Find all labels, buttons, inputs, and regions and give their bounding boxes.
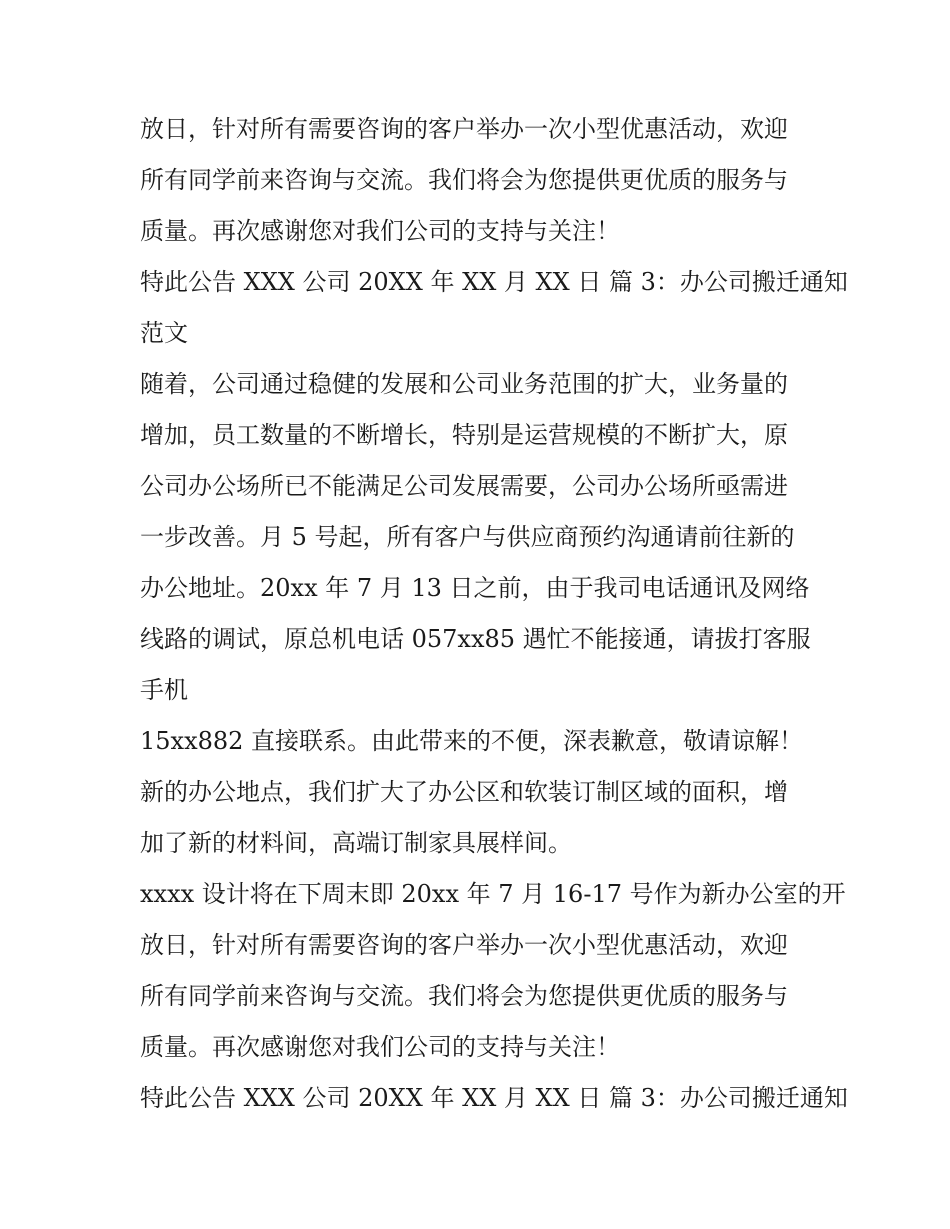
- text-line: 质量。再次感谢您对我们公司的支持与关注！: [140, 217, 620, 245]
- text-line: 特此公告 XXX 公司 20XX 年 XX 月 XX 日 篇 3：办公司搬迁通知: [140, 1084, 848, 1112]
- text-line: 放日，针对所有需要咨询的客户举办一次小型优惠活动，欢迎: [140, 115, 788, 143]
- text-line: 增加，员工数量的不断增长，特别是运营规模的不断扩大，原: [140, 421, 788, 449]
- text-line: 15xx882 直接联系。由此带来的不便，深表歉意，敬请谅解！: [140, 727, 804, 755]
- text-line: 范文: [140, 319, 188, 347]
- text-line: 手机: [140, 676, 188, 704]
- text-line: 公司办公场所已不能满足公司发展需要，公司办公场所亟需进: [140, 472, 788, 500]
- text-line: 放日，针对所有需要咨询的客户举办一次小型优惠活动，欢迎: [140, 931, 788, 959]
- text-line: 所有同学前来咨询与交流。我们将会为您提供更优质的服务与: [140, 982, 788, 1010]
- text-line: 所有同学前来咨询与交流。我们将会为您提供更优质的服务与: [140, 166, 788, 194]
- text-line: 一步改善。月 5 号起，所有客户与供应商预约沟通请前往新的: [140, 523, 795, 551]
- document-body: [140, 104, 848, 1124]
- text-line: 加了新的材料间，高端订制家具展样间。: [140, 829, 572, 857]
- text-line: 线路的调试，原总机电话 057xx85 遇忙不能接通，请拔打客服: [140, 625, 811, 653]
- text-line: 随着，公司通过稳健的发展和公司业务范围的扩大，业务量的: [140, 370, 788, 398]
- text-line: 质量。再次感谢您对我们公司的支持与关注！: [140, 1033, 620, 1061]
- text-line: 特此公告 XXX 公司 20XX 年 XX 月 XX 日 篇 3：办公司搬迁通知: [140, 268, 848, 296]
- text-line: xxxx 设计将在下周末即 20xx 年 7 月 16-17 号作为新办公室的开: [140, 880, 846, 908]
- text-line: 新的办公地点，我们扩大了办公区和软装订制区域的面积，增: [140, 778, 788, 806]
- text-line: 办公地址。20xx 年 7 月 13 日之前，由于我司电话通讯及网络: [140, 574, 810, 602]
